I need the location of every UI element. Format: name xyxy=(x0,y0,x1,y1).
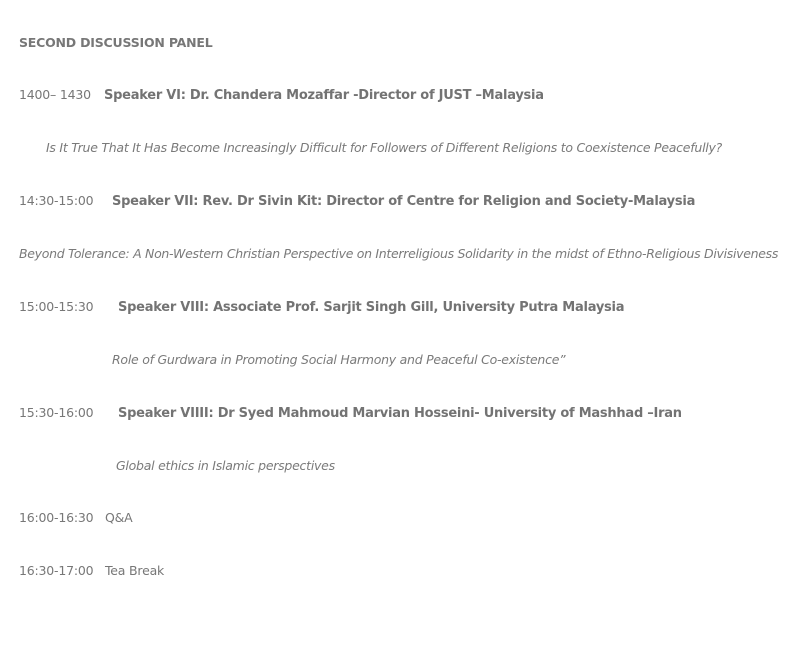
session-time: 14:30-15:00 xyxy=(19,193,94,208)
agenda-row xyxy=(19,299,624,316)
agenda-item: Tea Break xyxy=(105,563,165,578)
talk-title: Role of Gurdwara in Promoting Social Harmony and Peaceful Co-existence” xyxy=(112,352,566,367)
session-time: 16:30-17:00 xyxy=(19,563,94,578)
agenda-row xyxy=(19,193,695,210)
speaker-title: Speaker VIII: Associate Prof. Sarjit Singh Gill, University Putra Malaysia xyxy=(118,300,625,315)
agenda-row xyxy=(19,405,682,422)
talk-title: Global ethics in Islamic perspectives xyxy=(116,458,335,473)
speaker-title: Speaker VII: Rev. Dr Sivin Kit: Director of Centre for Religion and Society-Malaysia xyxy=(112,194,696,209)
agenda-item: Q&A xyxy=(105,510,133,525)
talk-title: Beyond Tolerance: A Non-Western Christian Perspective on Interreligious Solidarity in the midst of Ethno-Religious Divisiveness xyxy=(19,246,779,261)
speaker-title: Speaker VI: Dr. Chandera Mozaffar -Director of JUST –Malaysia xyxy=(104,88,544,103)
session-time: 16:00-16:30 xyxy=(19,510,94,525)
session-time: 15:00-15:30 xyxy=(19,299,94,314)
session-time: 1400– 1430 xyxy=(19,87,91,102)
panel-heading: SECOND DISCUSSION PANEL xyxy=(19,35,213,50)
agenda-row xyxy=(19,563,164,579)
speaker-title: Speaker VIIII: Dr Syed Mahmoud Marvian Hosseini- University of Mashhad –Iran xyxy=(118,406,682,421)
agenda-row xyxy=(19,87,544,104)
talk-title: Is It True That It Has Become Increasingly Difficult for Followers of Different Religions to Coexistence Peacefully? xyxy=(46,140,723,155)
agenda-row xyxy=(19,510,133,526)
session-time: 15:30-16:00 xyxy=(19,405,94,420)
